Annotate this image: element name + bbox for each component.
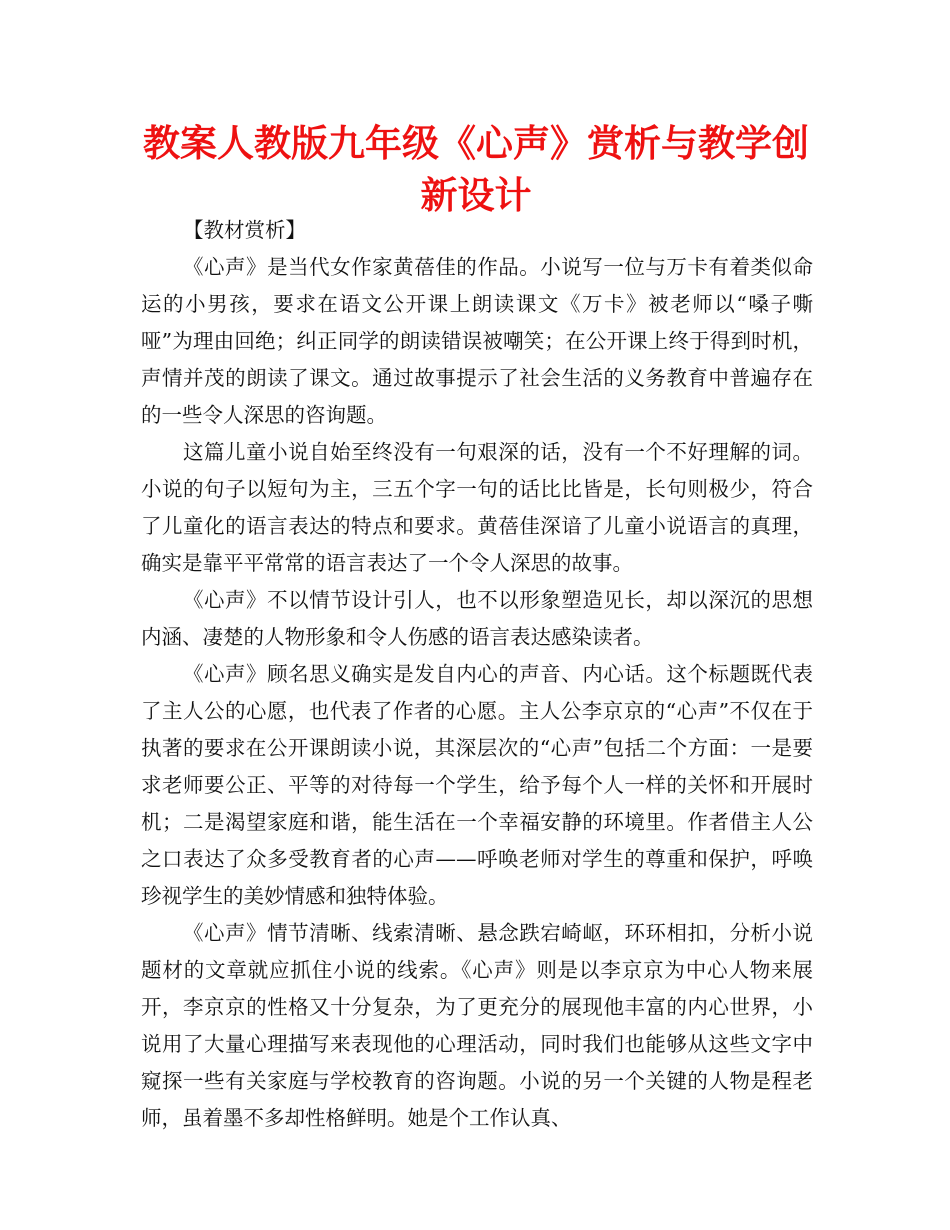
paragraph-1: 《心声》是当代女作家黄蓓佳的作品。小说写一位与万卡有着类似命运的小男孩，要求在语文公开课上朗读课文《万卡》被老师以“嗓子嘶哑”为理由回绝；纠正同学的朗读错误被嘲笑；在公开课上终于得到时机，声情并茂的朗读了课文。通过故事提示了社会生活的义务教育中普遍存在的一些令人深思的咨询题。 <box>141 255 813 427</box>
section-heading: 【教材赏析】 <box>183 218 306 242</box>
paragraph-4: 《心声》顾名思义确实是发自内心的声音、内心话。这个标题既代表了主人公的心愿，也代表了作者的心愿。主人公李京京的“心声”不仅在于执著的要求在公开课朗读小说，其深层次的“心声”包括二个方面：一是要求老师要公正、平等的对待每一个学生，给予每个人一样的关怀和开展时机；二是渴望家庭和谐，能生活在一个幸福安静的环境里。作者借主人公之口表达了众多受教育者的心声——呼唤老师对学生的尊重和保护，呼唤珍视学生的美妙情感和独特体验。 <box>141 662 813 908</box>
paragraph-2: 这篇儿童小说自始至终没有一句艰深的话，没有一个不好理解的词。小说的句子以短句为主，三五个字一句的话比比皆是，长句则极少，符合了儿童化的语言表达的特点和要求。黄蓓佳深谙了儿童小说语言的真理，确实是靠平平常常的语言表达了一个令人深思的故事。 <box>141 440 813 575</box>
document-title: 教案人教版九年级《心声》赏析与教学创新设计 <box>143 122 809 217</box>
paragraph-3: 《心声》不以情节设计引人，也不以形象塑造见长，却以深沉的思想内涵、凄楚的人物形象和令人伤感的语言表达感染读者。 <box>141 588 813 649</box>
document-body <box>141 212 813 1137</box>
paragraph-5: 《心声》情节清晰、线索清晰、悬念跌宕崎岖，环环相扣，分析小说题材的文章就应抓住小说的线索。《心声》则是以李京京为中心人物来展开，李京京的性格又十分复杂，为了更充分的展现他丰富的内心世界，小说用了大量心理描写来表现他的心理活动，同时我们也能够从这些文字中窥探一些有关家庭与学校教育的咨询题。小说的另一个关键的人物是程老师，虽着墨不多却性格鲜明。她是个工作认真、 <box>141 921 813 1130</box>
